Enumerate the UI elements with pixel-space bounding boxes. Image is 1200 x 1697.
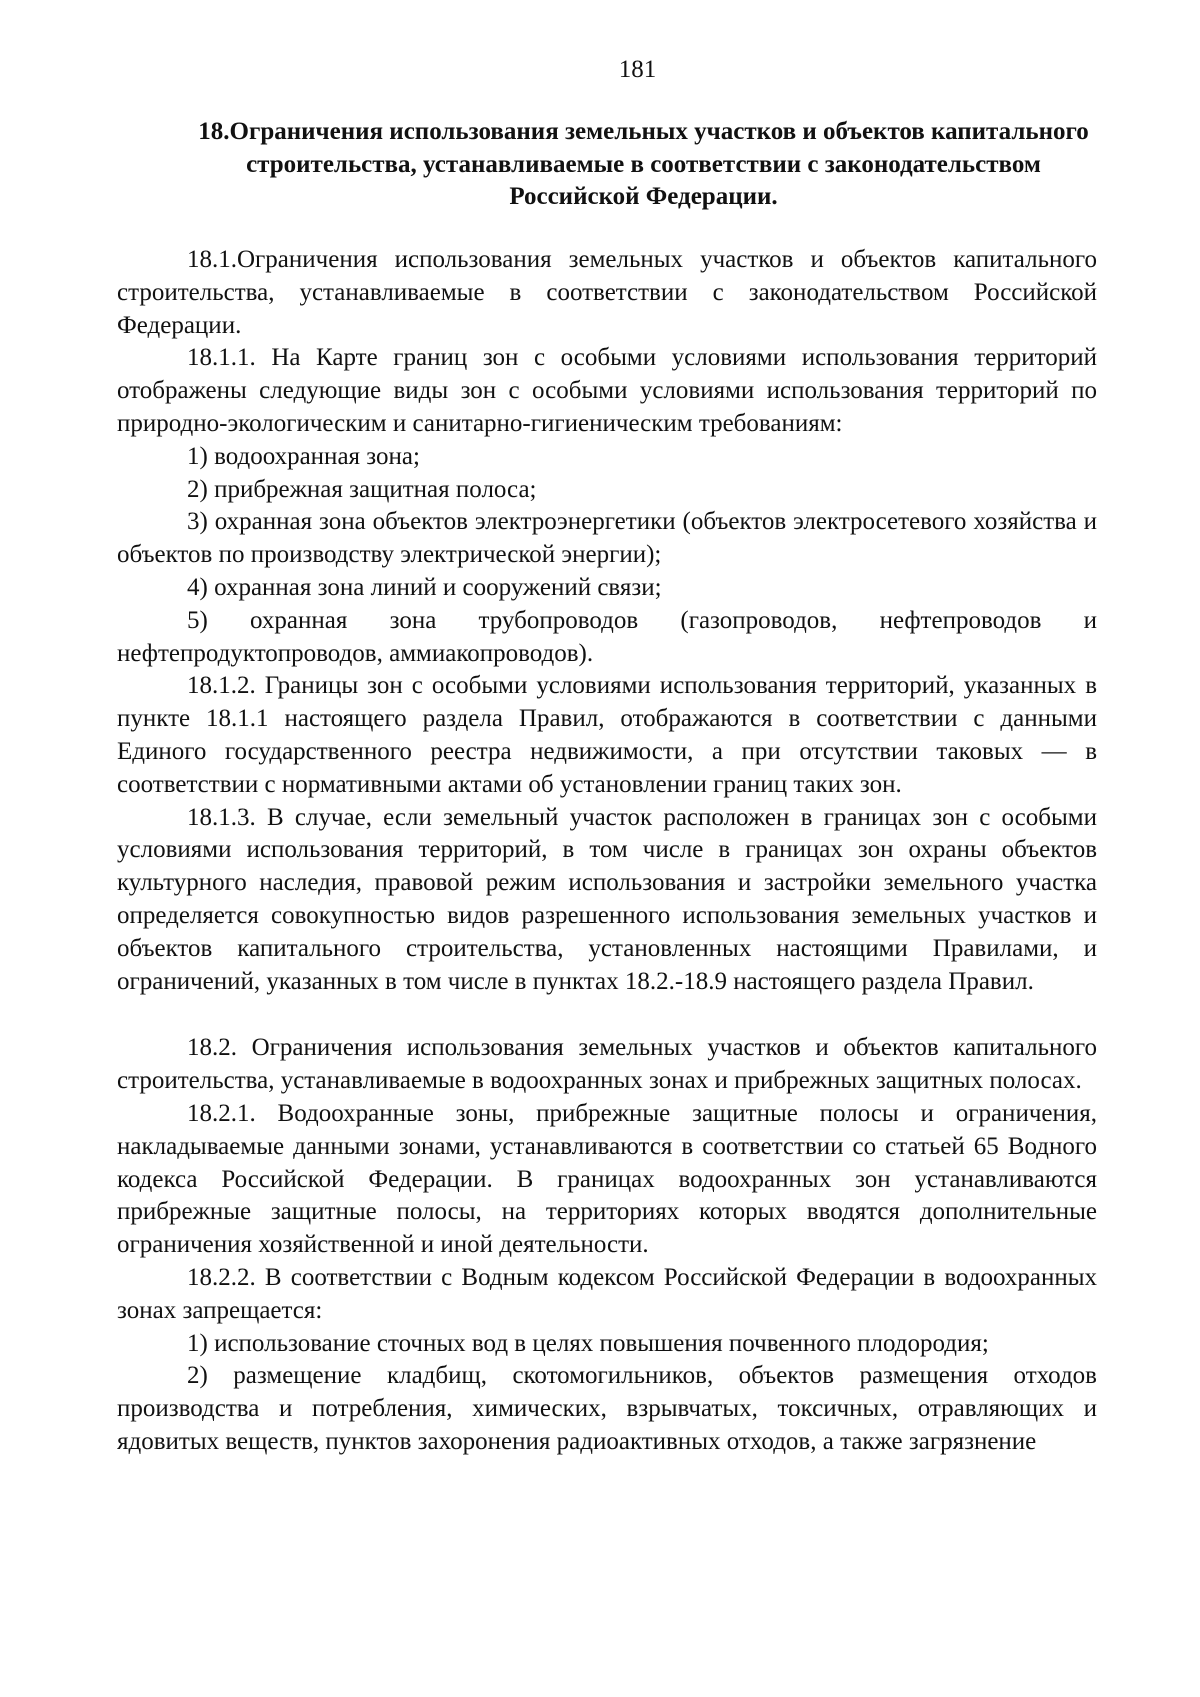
list-item: 2) прибрежная защитная полоса; xyxy=(187,475,537,503)
paragraph-18-1-3: 18.1.3. В случае, если земельный участок расположен в границах зон с особыми условиями использования территорий, в том числе в границах зон охраны объектов культурного наследия, правовой режим использования и застройки земельного участка определяется совокупностью видов разрешенного использования земельных участков и объектов капитального строительства, установленных настоящими Правилами, и ограничений, указанных в том числе в пунктах 18.2.-18.9 настоящего раздела Правил. xyxy=(117,803,1097,995)
paragraph-18-1: 18.1.Ограничения использования земельных участков и объектов капитального строительства, устанавливаемые в соответствии с законодательством Российской Федерации. xyxy=(117,246,1097,339)
list-item: 2) размещение кладбищ, скотомогильников, объектов размещения отходов производства и потребления, химических, взрывчатых, токсичных, отравляющих и ядовитых веществ, пунктов захоронения радиоактивных отходов, а также загрязнение xyxy=(117,1362,1097,1455)
paragraph-18-2: 18.2. Ограничения использования земельных участков и объектов капитального строительства, устанавливаемые в водоохранных зонах и прибрежных защитных полосах. xyxy=(117,1034,1097,1095)
page-number: 181 xyxy=(618,56,657,83)
paragraph-18-1-1: 18.1.1. На Карте границ зон с особыми условиями использования территорий отображены следующие виды зон с особыми условиями использования территорий по природно-экологическим и санитарно-гигиеническим требованиям: xyxy=(117,344,1097,437)
paragraph-18-2-2: 18.2.2. В соответствии с Водным кодексом Российской Федерации в водоохранных зонах запрещается: xyxy=(117,1263,1097,1324)
list-item: 4) охранная зона линий и сооружений связи; xyxy=(187,573,662,601)
list-item: 5) охранная зона трубопроводов (газопроводов, нефтепроводов и нефтепродуктопроводов, аммиакопроводов). xyxy=(117,606,1097,667)
document-body xyxy=(117,244,1097,1459)
list-item: 1) использование сточных вод в целях повышения почвенного плодородия; xyxy=(187,1329,989,1357)
paragraph-18-1-2: 18.1.2. Границы зон с особыми условиями использования территорий, указанных в пункте 18.1.1 настоящего раздела Правил, отображаются в соответствии с данными Единого государственного реестра недвижимости, а при отсутствии таковых — в соответствии с нормативными актами об установлении границ таких зон. xyxy=(117,672,1097,798)
paragraph-18-2-1: 18.2.1. Водоохранные зоны, прибрежные защитные полосы и ограничения, накладываемые данными зонами, устанавливаются в соответствии со статьей 65 Водного кодекса Российской Федерации. В границах водоохранных зон устанавливаются прибрежные защитные полосы, на территориях которых вводятся дополнительные ограничения хозяйственной и иной деятельности. xyxy=(117,1099,1097,1259)
section-heading: 18.Ограничения использования земельных участков и объектов капитального строительства, устанавливаемые в соответствии с законодательством Российской Федерации. xyxy=(198,118,1089,210)
list-item: 1) водоохранная зона; xyxy=(187,442,420,470)
list-item: 3) охранная зона объектов электроэнергетики (объектов электросетевого хозяйства и объектов по производству электрической энергии); xyxy=(117,508,1097,569)
